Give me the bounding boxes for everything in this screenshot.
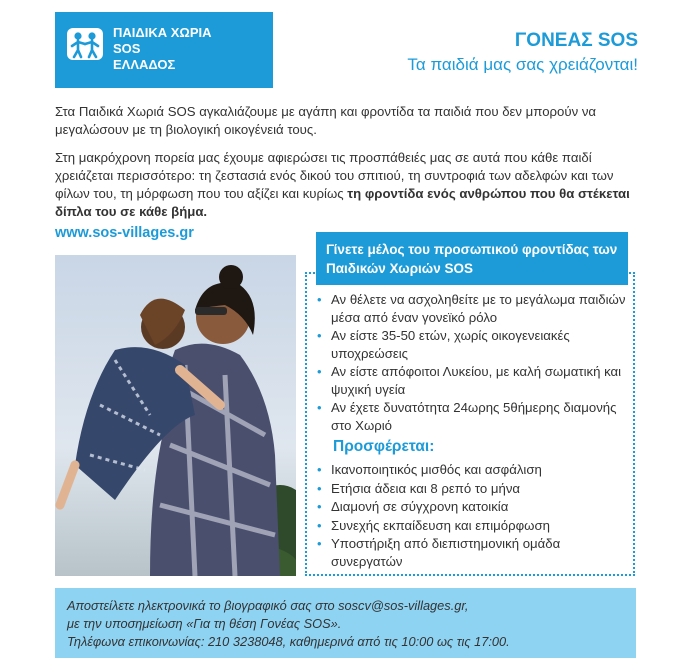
list-item-text: Ετήσια άδεια και 8 ρεπό το μήνα	[331, 480, 521, 496]
sos-logo	[55, 12, 273, 88]
page-title: ΓΟΝΕΑΣ SOS	[514, 30, 638, 51]
bullet-icon: •	[317, 536, 322, 551]
intro-paragraph-1: Στα Παιδικά Χωριά SOS αγκαλιάζουμε με αγάπη και φροντίδα τα παιδιά που δεν μπορούν να μεγαλώσουν με τη βιολογική οικογένειά τους.	[55, 104, 597, 137]
list-item	[317, 498, 627, 516]
bullet-icon: •	[317, 517, 322, 533]
list-item	[317, 517, 627, 535]
bullet-icon: •	[317, 364, 322, 379]
children-emblem-icon	[67, 28, 103, 60]
contact-footer	[55, 588, 636, 658]
bullet-icon: •	[317, 462, 322, 477]
offers-list	[317, 461, 627, 571]
list-item	[317, 480, 627, 498]
requirements-list	[317, 291, 627, 435]
bullet-icon: •	[317, 400, 322, 415]
intro-paragraph-2	[55, 149, 645, 221]
bullet-icon: •	[317, 328, 322, 343]
list-item-text: Διαμονή σε σύγχρονη κατοικία	[331, 499, 509, 514]
bullet-icon: •	[317, 480, 322, 496]
footer-line-2: με την υποσημείωση «Για τη θέση Γονέας SOS».	[67, 616, 342, 631]
list-item-text: Συνεχής εκπαίδευση και επιμόρφωση	[331, 517, 550, 533]
logo-line-1: ΠΑΙΔΙΚΑ ΧΩΡΙΑ	[113, 25, 212, 40]
logo-line-2: SOS	[113, 41, 141, 56]
intro-paragraph-2-emphasis: τη φροντίδα ενός ανθρώπου που θα στέκεται δίπλα του σε κάθε βήμα.	[55, 186, 630, 219]
list-item	[317, 291, 627, 326]
list-item-text: Αν είστε απόφοιτοι Λυκείου, με καλή σωματική και ψυχική υγεία	[331, 364, 622, 397]
list-item	[317, 363, 627, 398]
list-item	[317, 461, 627, 479]
list-item-text: Αν είστε 35-50 ετών, χωρίς οικογενειακές υποχρεώσεις	[331, 328, 570, 361]
list-item-text: Αν θέλετε να ασχοληθείτε με το μεγάλωμα παιδιών μέσα από έναν γονεϊκό ρόλο	[331, 292, 626, 325]
list-item-text: Ικανοποιητικός μισθός και ασφάλιση	[331, 462, 542, 477]
job-heading: Γίνετε μέλος του προσωπικού φροντίδας των Παιδικών Χωριών SOS	[316, 232, 628, 285]
bullet-icon: •	[317, 499, 322, 514]
list-item	[317, 399, 627, 434]
list-item-text: Υποστήριξη από διεπιστημονική ομάδα συνεργατών	[331, 536, 561, 569]
offers-heading: Προσφέρεται:	[333, 438, 435, 455]
list-item	[317, 327, 627, 362]
list-item-text: Αν έχετε δυνατότητα 24ωρης 5θήμερης διαμονής στο Χωριό	[331, 400, 617, 433]
intro-paragraph-2-text: Στη μακρόχρονη πορεία μας έχουμε αφιερώσει τις προσπάθειές μας σε αυτά που κάθε παιδί χρειάζεται περισσότερο: τη ζεστασιά ενός δικού του σπιτιού, τη συντροφιά των αδελφών και των φίλων του, τη μόρφωση που του αξίζει και κυρίως	[55, 150, 614, 201]
bullet-icon: •	[317, 292, 322, 307]
list-item	[317, 535, 627, 570]
mother-child-photo	[55, 255, 296, 576]
website-link[interactable]: www.sos-villages.gr	[55, 225, 194, 241]
page-subtitle: Τα παιδιά μας σας χρειάζονται!	[407, 55, 638, 74]
logo-line-3: ΕΛΛΑΔΟΣ	[113, 57, 176, 72]
footer-line-3: Τηλέφωνα επικοινωνίας: 210 3238048, καθημερινά από τις 10:00 ως τις 17:00.	[67, 634, 510, 649]
footer-line-1: Αποστείλετε ηλεκτρονικά το βιογραφικό σας στο soscv@sos-villages.gr,	[67, 598, 469, 613]
